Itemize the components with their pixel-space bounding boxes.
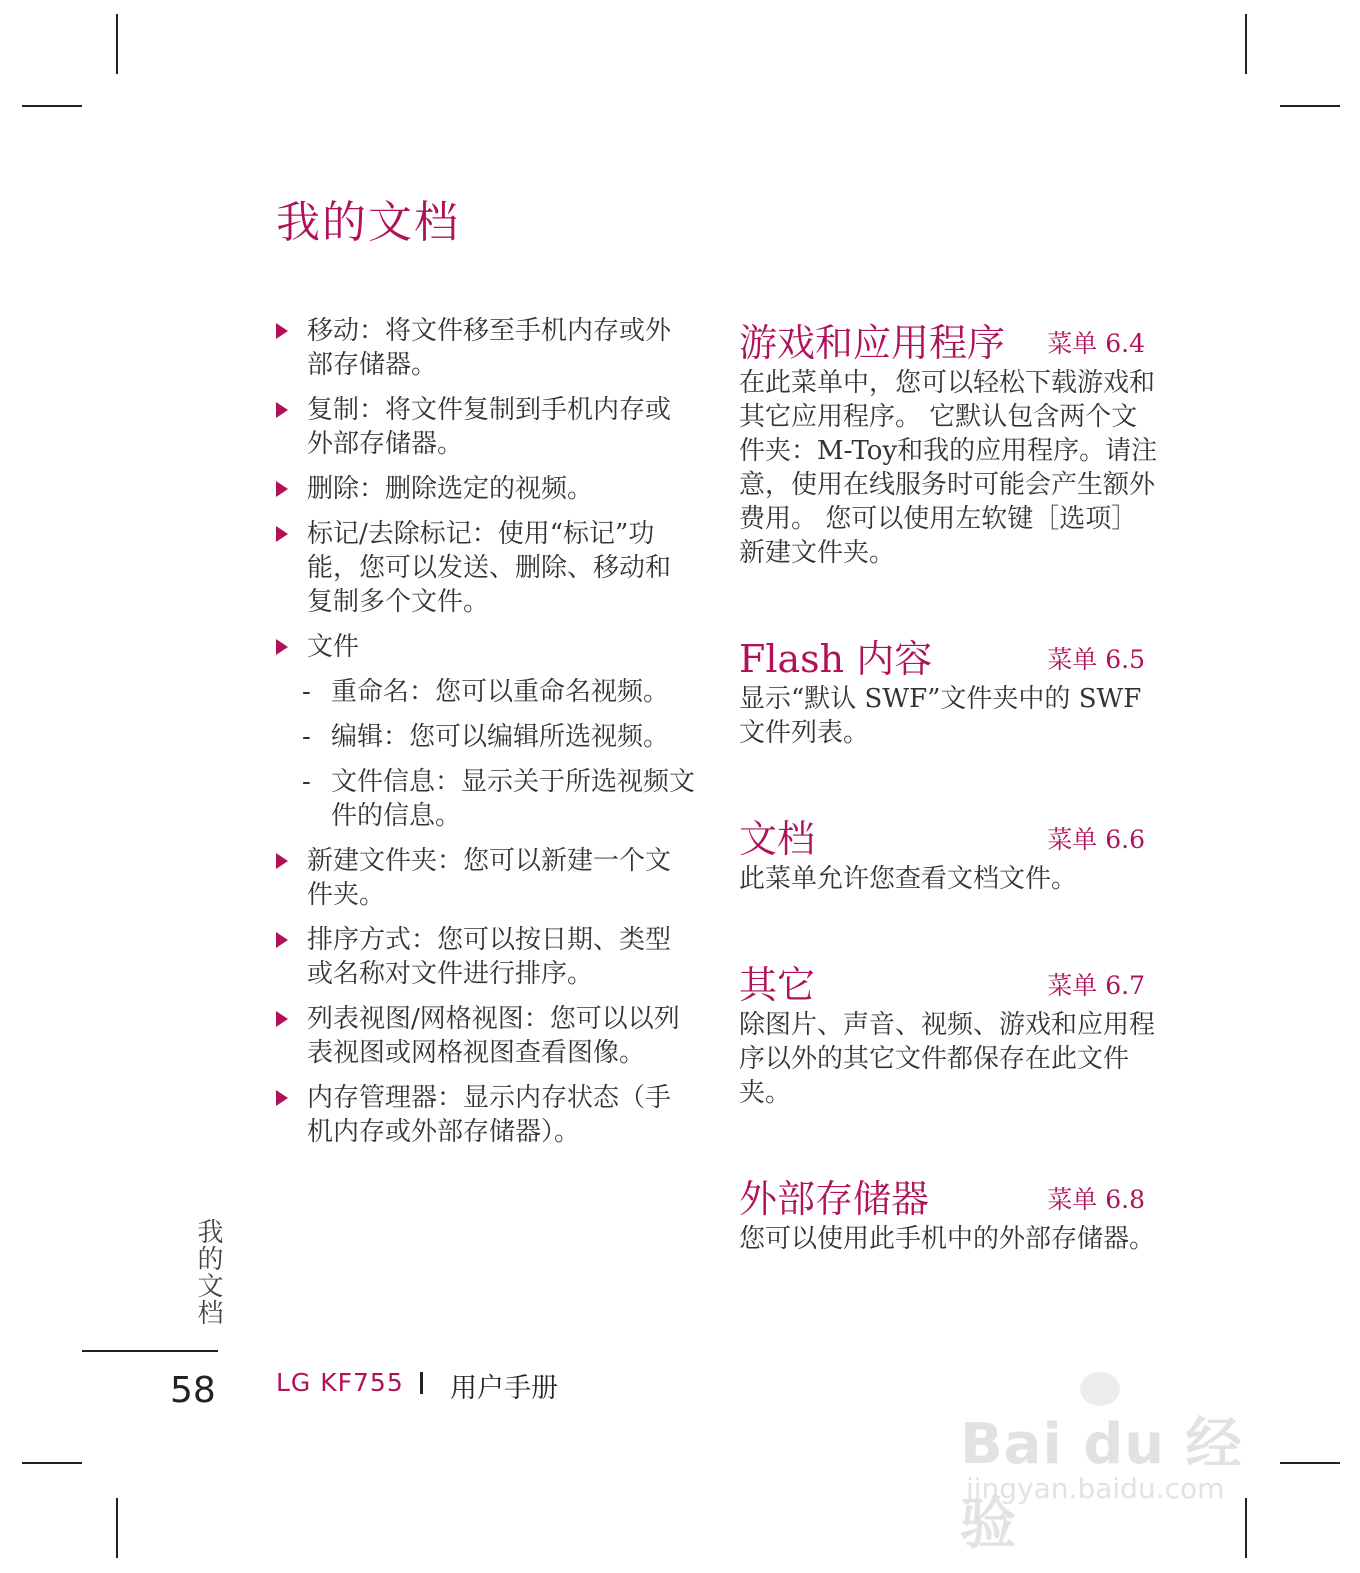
page-title: 我的文档	[276, 197, 460, 248]
right-column	[739, 312, 1159, 1256]
dash-bullet-icon: -	[302, 767, 311, 797]
section-body: 显示“默认 SWF”文件夹中的 SWF文件列表。	[739, 684, 1142, 748]
section-menu-number: 菜单 6.8	[1047, 1185, 1145, 1214]
section-body: 您可以使用此手机中的外部存储器。	[739, 1224, 1156, 1254]
section-external-memory	[739, 1168, 1159, 1256]
triangle-bullet-icon	[276, 526, 288, 542]
section-body: 除图片、声音、视频、游戏和应用程序以外的其它文件都保存在此文件夹。	[739, 1010, 1156, 1108]
watermark-url: jingyan.baidu.com	[966, 1472, 1225, 1505]
section-title: Flash 内容	[739, 637, 933, 681]
section-body: 此菜单允许您查看文档文件。	[739, 864, 1078, 894]
section-flash-content	[739, 628, 1159, 750]
list-item-text: 删除：删除选定的视频。	[307, 474, 594, 504]
list-item-text: 新建文件夹：您可以新建一个文件夹。	[307, 846, 672, 910]
triangle-bullet-icon	[276, 1011, 288, 1027]
list-item	[276, 517, 696, 619]
section-header	[739, 628, 1159, 682]
list-item-text: 文件	[307, 632, 360, 662]
list-item	[276, 314, 696, 382]
list-item	[276, 630, 696, 664]
footer-rule	[82, 1350, 218, 1352]
sub-list-item	[276, 675, 696, 709]
page-number: 58	[170, 1370, 216, 1411]
section-title: 其它	[739, 963, 816, 1007]
crop-mark	[1280, 105, 1340, 107]
sub-list-item-text: 重命名：您可以重命名视频。	[331, 677, 670, 707]
crop-mark	[1245, 14, 1247, 74]
list-item	[276, 393, 696, 461]
crop-mark	[116, 1498, 118, 1558]
list-item	[276, 1002, 696, 1070]
side-section-label: 我的文档	[193, 1218, 223, 1326]
sub-list-item	[276, 720, 696, 754]
section-header	[739, 954, 1159, 1008]
list-item	[276, 844, 696, 912]
sub-list-item-text: 文件信息：显示关于所选视频文件的信息。	[331, 767, 696, 831]
list-item	[276, 472, 696, 506]
section-title: 游戏和应用程序	[739, 321, 1006, 365]
section-header	[739, 808, 1159, 862]
triangle-bullet-icon	[276, 932, 288, 948]
triangle-bullet-icon	[276, 402, 288, 418]
triangle-bullet-icon	[276, 1090, 288, 1106]
dash-bullet-icon: -	[302, 722, 311, 752]
triangle-bullet-icon	[276, 853, 288, 869]
sub-list-item-text: 编辑：您可以编辑所选视频。	[331, 722, 670, 752]
list-item-text: 列表视图/网格视图：您可以以列表视图或网格视图查看图像。	[307, 1004, 680, 1068]
crop-mark	[22, 1462, 82, 1464]
section-header	[739, 1168, 1159, 1222]
section-menu-number: 菜单 6.7	[1047, 971, 1145, 1000]
left-column-list	[276, 314, 696, 1160]
section-menu-number: 菜单 6.6	[1047, 825, 1145, 854]
list-item-text: 复制：将文件复制到手机内存或外部存储器。	[307, 395, 672, 459]
section-header	[739, 312, 1159, 366]
section-body: 在此菜单中，您可以轻松下载游戏和其它应用程序。 它默认包含两个文件夹：M-Toy和我的应用程序。请注意，使用在线服务时可能会产生额外费用。 您可以使用左软键［选项］新建文件夹。	[739, 368, 1158, 568]
list-item	[276, 923, 696, 991]
crop-mark	[116, 14, 118, 74]
section-documents	[739, 808, 1159, 896]
dash-bullet-icon: -	[302, 677, 311, 707]
section-menu-number: 菜单 6.5	[1047, 645, 1145, 674]
section-menu-number: 菜单 6.4	[1047, 329, 1145, 358]
section-games-apps	[739, 312, 1159, 570]
section-title: 文档	[739, 817, 816, 861]
crop-mark	[1280, 1462, 1340, 1464]
list-item-text: 排序方式：您可以按日期、类型或名称对文件进行排序。	[307, 925, 672, 989]
triangle-bullet-icon	[276, 323, 288, 339]
section-others	[739, 954, 1159, 1110]
footer-separator	[420, 1372, 423, 1394]
list-item-text: 内存管理器：显示内存状态（手机内存或外部存储器）。	[307, 1083, 672, 1147]
watermark-main-text: Bai du 经验	[960, 1412, 1243, 1557]
section-title: 外部存储器	[739, 1177, 930, 1221]
brand-model: LG KF755	[276, 1368, 404, 1397]
crop-mark	[22, 105, 82, 107]
triangle-bullet-icon	[276, 481, 288, 497]
sub-list-item	[276, 765, 696, 833]
manual-label: 用户手册	[450, 1373, 558, 1404]
list-item	[276, 1081, 696, 1149]
list-item-text: 移动：将文件移至手机内存或外部存储器。	[307, 316, 672, 380]
list-item-text: 标记/去除标记：使用“标记”功能，您可以发送、删除、移动和复制多个文件。	[307, 519, 672, 617]
triangle-bullet-icon	[276, 639, 288, 655]
baidu-watermark	[960, 1380, 1280, 1557]
